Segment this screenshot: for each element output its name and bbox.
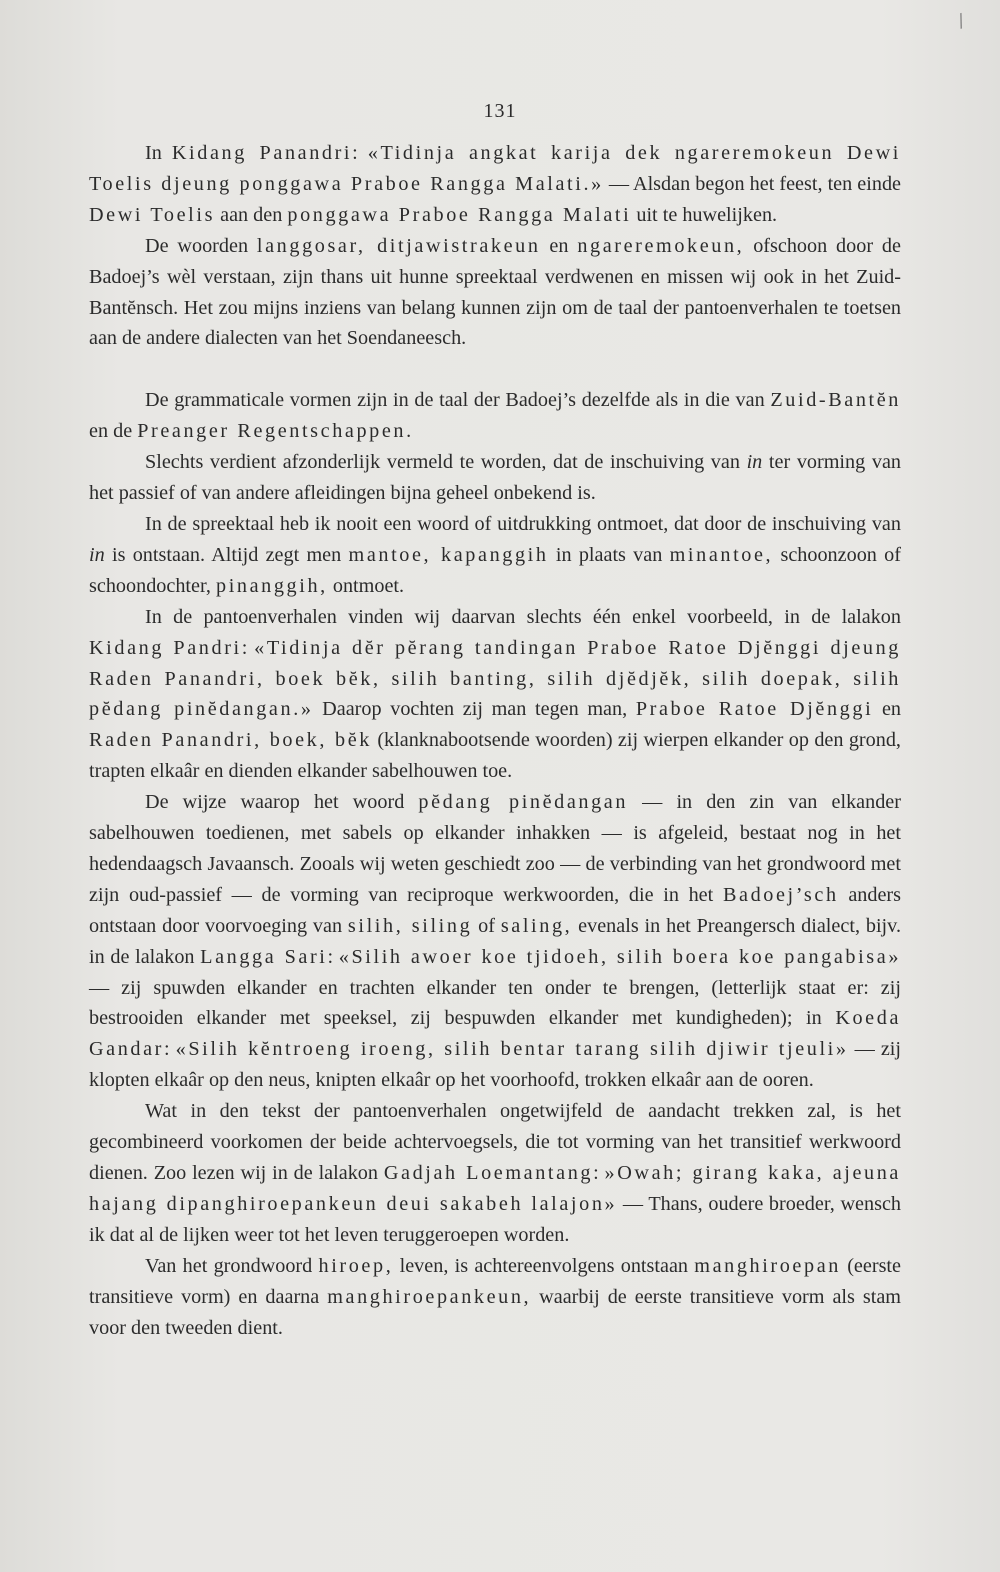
paragraph xyxy=(89,447,901,509)
text-run: en xyxy=(873,698,901,721)
text-run: De wijze waarop het woord xyxy=(145,791,419,814)
spaced-term: langgosar, ditjawistrakeun xyxy=(256,234,541,257)
spaced-term: Kidang Pandri xyxy=(89,636,242,659)
paragraph xyxy=(89,509,901,602)
text-run: In de spreektaal heb ik nooit een woord of uitdrukking ontmoet, dat door de inschuiving van xyxy=(145,512,901,535)
text-run: en xyxy=(540,234,578,257)
text-run: — zij klopten elkaâr op den neus, knipten elkaâr op het voorhoofd, trokken elkaâr aan de ooren. xyxy=(89,1038,901,1092)
spaced-term: Gadjah Loemantang xyxy=(383,1162,594,1184)
paragraph xyxy=(89,1096,901,1251)
spaced-term: Langga Sari xyxy=(200,945,328,968)
spaced-term: hiroep, xyxy=(318,1254,394,1277)
corner-pencil-mark: / xyxy=(953,7,968,34)
spaced-term: pinanggih, xyxy=(216,574,328,597)
text-run: — Thans, oudere broeder, wensch ik dat al de lijken weer tot het leven teruggeroepen worden. xyxy=(89,1192,902,1246)
spaced-term: «Tidinja angkat karija dek ngareremokeun Dewi Toelis djeung ponggawa Praboe Rangga Malati.» xyxy=(89,142,901,195)
spaced-term: mantoe, kapanggih xyxy=(348,543,549,566)
text-run: leven, is achtereenvolgens ontstaan xyxy=(393,1254,695,1277)
spaced-term: Badoej’sch xyxy=(722,883,839,906)
page-number: 131 xyxy=(483,100,517,122)
spaced-term: «Silih awoer koe tjidoeh, silih boera koe pangabisa» xyxy=(338,945,902,968)
spaced-term: Dewi Toelis xyxy=(89,203,216,226)
italic-term: in xyxy=(89,543,105,566)
text-run: : xyxy=(241,636,255,659)
text-run: — in den zin van elkander sabelhouwen toedienen, met sabels op elkander inhakken — is afgeleid, bestaat nog in het hedendaagsch Javaansch. Zooals wij weten geschiedt zoo — de verbinding van het grondwoord met zijn oud-passief — de vorming van reciproque werkwoorden, die in het xyxy=(89,791,901,906)
text-run: ofschoon door de Badoej’s wèl verstaan, zijn thans uit hunne spreektaal verdwenen en missen wij ook in het Zuid-Bantĕnsch. Het zou mijns inziens van belang kunnen zijn om de taal der pantoenverhalen te toetsen aan de andere dialecten van het Soendaneesch. xyxy=(89,234,901,350)
spaced-term: Koeda Gandar xyxy=(89,1007,901,1061)
text-run: en de xyxy=(89,420,138,443)
spaced-term: «Silih kĕntroeng iroeng, silih bentar tarang silih djiwir tjeuli» xyxy=(175,1038,849,1061)
text-run: ter vorming van het passief of van andere afleidingen bijna geheel onbekend is. xyxy=(89,451,901,505)
text-run: : xyxy=(352,142,368,164)
text-run: In de pantoenverhalen vinden wij daarvan slechts één enkel voorbeeld, in de lalakon xyxy=(145,605,901,628)
text-run: Slechts verdient afzonderlijk vermeld te worden, dat de inschuiving van xyxy=(145,451,747,474)
text-run: Wat in den tekst der pantoenverhalen ongetwijfeld de aandacht trekken zal, is het gecombineerd voorkomen der beide achtervoegsels, die tot vorming van het transitief werkwoord dienen. Zoo lezen wij in de lalakon xyxy=(89,1100,901,1184)
spaced-term: «Tidinja dĕr pĕrang tandingan Praboe Ratoe Djĕnggi djeung Raden Panandri, boek bĕk, silih banting, silih djĕdjĕk, silih doepak, silih pĕdang pinĕdangan.» xyxy=(89,636,902,721)
body-text xyxy=(89,138,901,1343)
spaced-term: saling, xyxy=(500,914,573,937)
text-run: schoonzoon of schoondochter, xyxy=(89,543,901,597)
text-run: anders ontstaan door voorvoeging van xyxy=(89,883,902,937)
paragraph xyxy=(89,787,901,1096)
spaced-term: »Owah; girang kaka, ajeuna hajang dipanghiroepankeun deui sakabeh lalajon» xyxy=(89,1162,901,1215)
text-run: — zij spuwden elkander en trachten elkander ten onder te brengen, (letterlijk staat er: zij bestrooiden elkander met speeksel, zij bespuwden elkander met kundigheden); in xyxy=(89,976,901,1030)
text-run: De woorden xyxy=(145,234,257,257)
paragraph xyxy=(89,385,901,447)
text-run: ontmoet. xyxy=(327,574,405,597)
spaced-term: ngareremokeun, xyxy=(577,234,745,257)
spaced-term: Preanger Regentschappen. xyxy=(137,420,414,443)
text-run: : xyxy=(164,1038,176,1061)
text-run: of xyxy=(472,914,501,937)
text-run: waarbij de eerste transitieve vorm als stam voor den tweeden dient. xyxy=(89,1285,901,1339)
text-run: aan den xyxy=(215,203,288,226)
text-run: : xyxy=(593,1162,605,1184)
spaced-term: minantoe, xyxy=(669,543,774,566)
text-run: : xyxy=(327,945,339,968)
italic-term: in xyxy=(746,451,763,474)
text-run: is ontstaan. Altijd zegt men xyxy=(104,543,349,566)
paragraph xyxy=(89,602,901,787)
text-run: uit te huwelijken. xyxy=(631,203,778,226)
paragraph xyxy=(89,138,901,231)
text-run: — Alsdan begon het feest, ten einde xyxy=(603,172,902,195)
spaced-term: pĕdang pinĕdangan xyxy=(418,791,629,814)
spaced-term: manghiroepan xyxy=(694,1254,841,1277)
text-run: Daarop vochten zij man tegen man, xyxy=(313,698,636,721)
spaced-term: Raden Panandri, boek, bĕk xyxy=(89,729,372,752)
spaced-term: Kidang Panandri xyxy=(171,142,353,164)
text-run: evenals in het Preangersch dialect, bijv. in de lalakon xyxy=(89,914,901,968)
text-run: De grammaticale vormen zijn in de taal der Badoej’s dezelfde als in die van xyxy=(145,389,771,412)
spaced-term: Zuid-Bantĕn xyxy=(770,389,901,412)
spaced-term: manghiroepankeun, xyxy=(327,1285,532,1308)
text-run: Van het grondwoord xyxy=(145,1254,319,1277)
spaced-term: silih, siling xyxy=(347,914,473,937)
text-run: in plaats van xyxy=(548,543,670,566)
spaced-term: ponggawa Praboe Rangga Malati xyxy=(287,203,632,226)
text-run: In xyxy=(145,142,172,164)
spaced-term: Praboe Ratoe Djĕnggi xyxy=(635,698,874,721)
text-run: (klanknabootsende woorden) zij wierpen elkander op den grond, trapten elkaâr en dienden elkander sabelhouwen toe. xyxy=(89,729,901,783)
paragraph xyxy=(89,231,901,355)
text-run: (eerste transitieve vorm) en daarna xyxy=(89,1254,902,1308)
paragraph xyxy=(89,1251,901,1344)
